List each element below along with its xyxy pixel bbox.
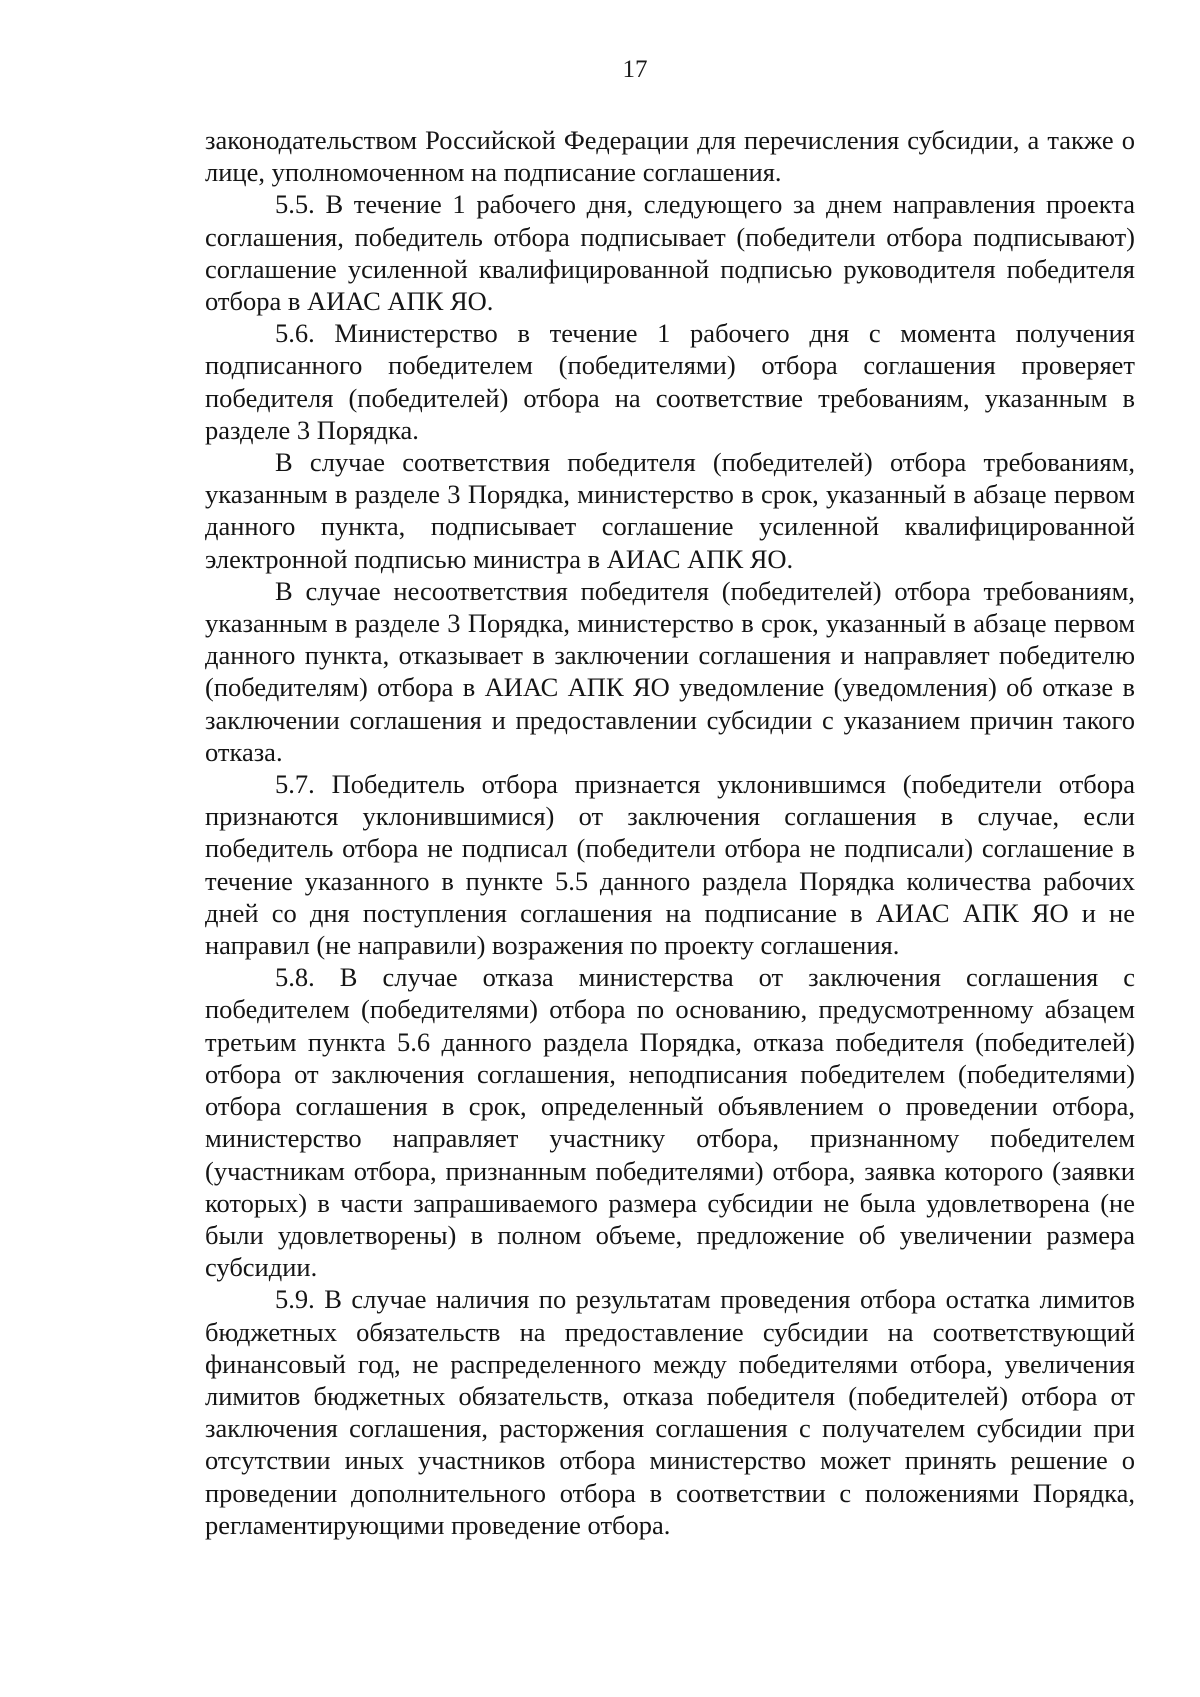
paragraph-5-7: 5.7. Победитель отбора признается уклонившимся (победители отбора признаются уклонившимися) от заключения соглашения в случае, если победитель отбора не подписал (победители отбора не подписали) соглашение в течение указанного в пункте 5.5 данного раздела Порядка количества рабочих дней со дня поступления соглашения на подписание в АИАС АПК ЯО и не направил (не направили) возражения по проекту соглашения. [205, 769, 1135, 961]
paragraph-5-8: 5.8. В случае отказа министерства от заключения соглашения с победителем (победителями) отбора по основанию, предусмотренному абзацем третьим пункта 5.6 данного раздела Порядка, отказа победителя (победителей) отбора от заключения соглашения, неподписания победителем (победителями) отбора соглашения в срок, определенный объявлением о проведении отбора, министерство направляет участнику отбора, признанному победителем (участникам отбора, признанным победителями) отбора, заявка которого (заявки которых) в части запрашиваемого размера субсидии не была удовлетворена (не были удовлетворены) в полном объеме, предложение об увеличении размера субсидии. [205, 962, 1135, 1283]
paragraph-5-5: 5.5. В течение 1 рабочего дня, следующего за днем направления проекта соглашения, победитель отбора подписывает (победители отбора подписывают) соглашение усиленной квалифицированной подписью руководителя победителя отбора в АИАС АПК ЯО. [205, 189, 1135, 317]
paragraph-continuation: законодательством Российской Федерации для перечисления субсидии, а также о лице, уполномоченном на подписание соглашения. [205, 125, 1135, 188]
paragraph-5-6-noncompliance: В случае несоответствия победителя (победителей) отбора требованиям, указанным в разделе 3 Порядка, министерство в срок, указанный в абзаце первом данного пункта, отказывает в заключении соглашения и направляет победителю (победителям) отбора в АИАС АПК ЯО уведомление (уведомления) об отказе в заключении соглашения и предоставлении субсидии с указанием причин такого отказа. [205, 575, 1135, 767]
document-body [205, 124, 1135, 1541]
paragraph-5-9: 5.9. В случае наличия по результатам проведения отбора остатка лимитов бюджетных обязательств на предоставление субсидии на соответствующий финансовый год, не распределенного между победителями отбора, увеличения лимитов бюджетных обязательств, отказа победителя (победителей) отбора от заключения соглашения, расторжения соглашения с получателем субсидии при отсутствии иных участников отбора министерство может принять решение о проведении дополнительного отбора в соответствии с положениями Порядка, регламентирующими проведение отбора. [205, 1284, 1135, 1540]
paragraph-5-6: 5.6. Министерство в течение 1 рабочего дня с момента получения подписанного победителем (победителями) отбора соглашения проверяет победителя (победителей) отбора на соответствие требованиям, указанным в разделе 3 Порядка. [205, 318, 1135, 445]
paragraph-5-6-compliance: В случае соответствия победителя (победителей) отбора требованиям, указанным в разделе 3 Порядка, министерство в срок, указанный в абзаце первом данного пункта, подписывает соглашение усиленной квалифицированной электронной подписью министра в АИАС АПК ЯО. [205, 447, 1135, 574]
page-number: 17 [622, 56, 648, 83]
